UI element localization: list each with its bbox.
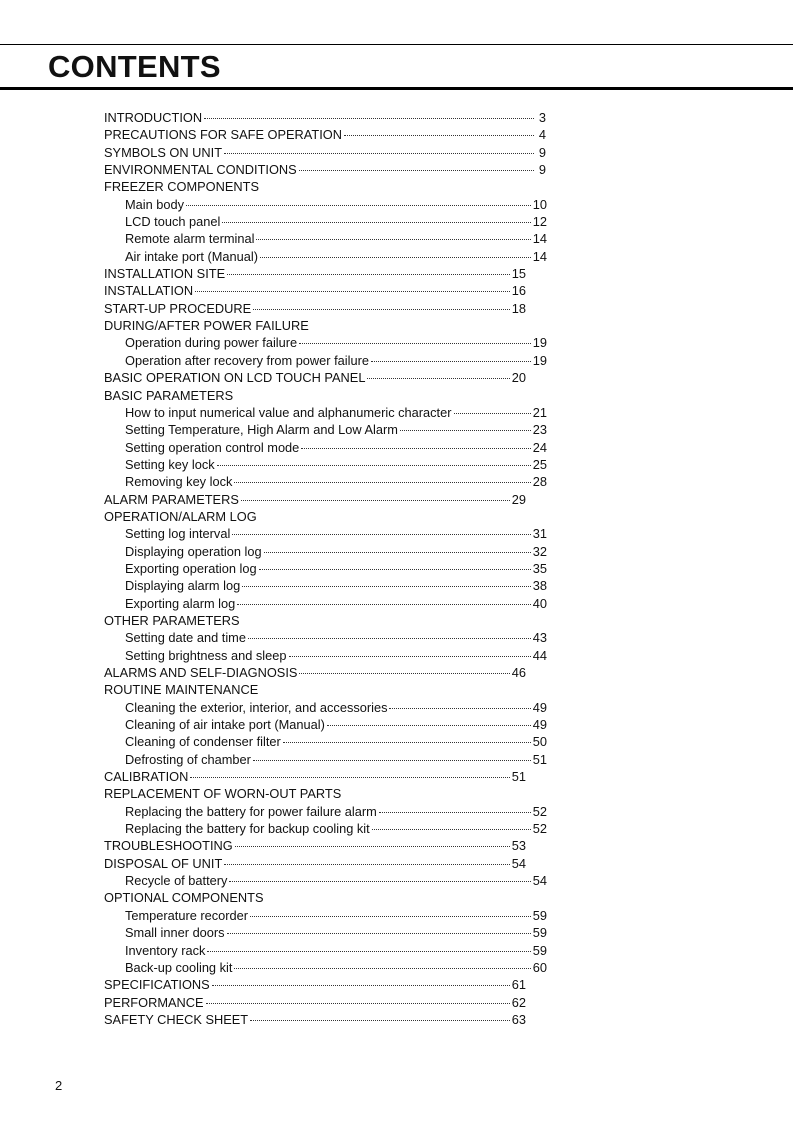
page-number: 2 [55, 1078, 63, 1093]
dot-leader [264, 540, 531, 553]
toc-entry-title: Setting brightness and sleep [125, 647, 287, 663]
dot-leader [234, 470, 530, 483]
toc-entry [104, 768, 526, 785]
toc-entry-title: Temperature recorder [125, 907, 249, 923]
toc-page-number: 52 [532, 803, 547, 819]
toc-entry-title: BASIC OPERATION ON LCD TOUCH PANEL [104, 370, 366, 386]
dot-leader [379, 800, 531, 813]
dot-leader [212, 973, 510, 986]
dot-leader [237, 592, 531, 605]
toc-entry-title: INSTALLATION [104, 283, 194, 299]
table-of-contents [104, 109, 546, 1028]
toc-page-number: 40 [532, 595, 547, 611]
dot-leader [372, 817, 531, 830]
dot-leader [229, 869, 530, 882]
header-top-rule [0, 44, 793, 45]
dot-leader [253, 297, 510, 310]
toc-entry-title: Exporting operation log [125, 560, 257, 576]
dot-leader [344, 123, 534, 136]
toc-entry [104, 161, 546, 178]
toc-page-number: 10 [532, 196, 547, 212]
toc-entry-title: Setting date and time [125, 630, 246, 646]
dot-leader [301, 436, 530, 449]
toc-page-number: 54 [532, 873, 547, 889]
toc-entry-title: Defrosting of chamber [125, 751, 251, 767]
toc-page-number: 59 [532, 925, 547, 941]
toc-entry-title: Setting key lock [125, 456, 215, 472]
toc-entry-title: REPLACEMENT OF WORN-OUT PARTS [104, 786, 342, 802]
dot-leader [454, 401, 531, 414]
dot-leader [224, 141, 534, 154]
toc-page-number: 9 [538, 162, 546, 178]
header-bottom-rule [0, 87, 793, 90]
toc-entry-title: Operation after recovery from power failure [125, 352, 369, 368]
toc-entry-title: Operation during power failure [125, 335, 298, 351]
toc-entry-title: Displaying operation log [125, 543, 262, 559]
toc-page-number: 44 [532, 647, 547, 663]
toc-page-number: 62 [511, 994, 526, 1010]
toc-entry-title: Small inner doors [125, 925, 225, 941]
toc-entry-title: BASIC PARAMETERS [104, 387, 234, 403]
toc-entry [104, 491, 526, 508]
dot-leader [250, 1008, 510, 1021]
dot-leader [299, 331, 531, 344]
toc-page-number: 15 [511, 266, 526, 282]
toc-page-number: 49 [532, 717, 547, 733]
toc-page-number: 51 [532, 751, 547, 767]
toc-page-number: 29 [511, 491, 526, 507]
dot-leader [389, 696, 530, 709]
dot-leader [234, 956, 530, 969]
toc-entry-title: Air intake port (Manual) [125, 248, 258, 264]
toc-entry [104, 369, 526, 386]
toc-page-number: 9 [538, 144, 546, 160]
toc-entry [104, 300, 526, 317]
dot-leader [253, 748, 531, 761]
toc-entry-title: FREEZER COMPONENTS [104, 179, 259, 195]
toc-entry-title: SPECIFICATIONS [104, 977, 210, 993]
dot-leader [235, 834, 510, 847]
dot-leader [367, 366, 509, 379]
toc-entry [104, 664, 526, 681]
toc-page-number: 19 [532, 335, 547, 351]
toc-entry-title: PERFORMANCE [104, 994, 204, 1010]
toc-page-number: 63 [511, 1011, 526, 1027]
toc-subentry [104, 872, 547, 889]
toc-entry-title: START-UP PROCEDURE [104, 300, 252, 316]
dot-leader [227, 921, 531, 934]
toc-page-number: 51 [511, 769, 526, 785]
dot-leader [195, 279, 510, 292]
dot-leader [224, 852, 509, 865]
toc-entry-title: Remote alarm terminal [125, 231, 255, 247]
dot-leader [242, 574, 531, 587]
toc-page-number: 4 [538, 127, 546, 143]
toc-page-number: 49 [532, 699, 547, 715]
toc-page-number: 28 [532, 474, 547, 490]
toc-entry-title: Displaying alarm log [125, 578, 241, 594]
dot-leader [232, 522, 530, 535]
toc-page-number: 52 [532, 821, 547, 837]
dot-leader [283, 730, 531, 743]
toc-entry-title: CALIBRATION [104, 769, 189, 785]
dot-leader [222, 210, 530, 223]
toc-entry-title: Setting log interval [125, 526, 231, 542]
toc-entry-title: Setting operation control mode [125, 439, 300, 455]
toc-entry-title: Replacing the battery for power failure alarm [125, 803, 377, 819]
toc-page-number: 14 [532, 231, 547, 247]
dot-leader [259, 557, 531, 570]
dot-leader [248, 626, 531, 639]
toc-entry-title: Removing key lock [125, 474, 233, 490]
toc-page-number: 20 [511, 370, 526, 386]
toc-entry-title: OPTIONAL COMPONENTS [104, 890, 264, 906]
toc-entry-title: ENVIRONMENTAL CONDITIONS [104, 162, 297, 178]
toc-entry-title: ROUTINE MAINTENANCE [104, 682, 259, 698]
toc-page-number: 14 [532, 248, 547, 264]
toc-page-number: 59 [532, 942, 547, 958]
dot-leader [207, 939, 530, 952]
dot-leader [250, 904, 531, 917]
dot-leader [217, 453, 531, 466]
toc-entry-title: Main body [125, 196, 185, 212]
toc-page-number: 50 [532, 734, 547, 750]
toc-page-number: 53 [511, 838, 526, 854]
toc-entry-title: OTHER PARAMETERS [104, 612, 240, 628]
toc-entry-title: DISPOSAL OF UNIT [104, 855, 223, 871]
dot-leader [241, 488, 510, 501]
toc-page-number: 59 [532, 907, 547, 923]
toc-page-number: 35 [532, 560, 547, 576]
toc-page-number: 43 [532, 630, 547, 646]
dot-leader [371, 349, 531, 362]
toc-subentry [104, 595, 547, 612]
toc-entry-title: LCD touch panel [125, 214, 221, 230]
toc-entry-title: Back-up cooling kit [125, 959, 233, 975]
dot-leader [260, 245, 531, 258]
toc-page-number: 61 [511, 977, 526, 993]
toc-entry-title: DURING/AFTER POWER FAILURE [104, 318, 309, 334]
dot-leader [186, 193, 531, 206]
toc-page-number: 25 [532, 456, 547, 472]
toc-page-number: 12 [532, 214, 547, 230]
toc-entry-title: Replacing the battery for backup cooling kit [125, 821, 370, 837]
toc-entry-title: ALARMS AND SELF-DIAGNOSIS [104, 665, 298, 680]
dot-leader [206, 991, 510, 1004]
toc-entry-title: PRECAUTIONS FOR SAFE OPERATION [104, 127, 342, 143]
dot-leader [256, 227, 530, 240]
toc-entry-title: SAFETY CHECK SHEET [104, 1011, 249, 1027]
dot-leader [289, 644, 531, 657]
toc-entry-title: TROUBLESHOOTING [104, 838, 233, 854]
dot-leader [299, 661, 509, 674]
toc-page-number: 60 [532, 959, 547, 975]
dot-leader [327, 713, 531, 726]
toc-page-number: 19 [532, 352, 547, 368]
toc-page-number: 46 [511, 665, 526, 680]
dot-leader [299, 158, 534, 171]
toc-page-number: 3 [538, 110, 546, 125]
toc-entry-title: How to input numerical value and alphanumeric character [125, 404, 452, 420]
toc-entry-title: Cleaning of condenser filter [125, 734, 281, 750]
toc-entry-title: INTRODUCTION [104, 110, 203, 125]
toc-page-number: 31 [532, 526, 547, 542]
toc-page-number: 32 [532, 543, 547, 559]
dot-leader [190, 765, 509, 778]
page-title: CONTENTS [48, 49, 221, 84]
dot-leader [204, 106, 534, 119]
toc-entry-title: ALARM PARAMETERS [104, 491, 239, 507]
toc-page-number: 24 [532, 439, 547, 455]
dot-leader [400, 418, 531, 431]
toc-entry [104, 1011, 526, 1028]
toc-page-number: 54 [511, 855, 526, 871]
toc-entry-title: Recycle of battery [125, 873, 228, 889]
toc-page-number: 21 [532, 404, 547, 420]
toc-entry-title: INSTALLATION SITE [104, 266, 226, 282]
toc-entry-title: SYMBOLS ON UNIT [104, 144, 223, 160]
toc-entry-title: Exporting alarm log [125, 595, 236, 611]
toc-entry-title: Setting Temperature, High Alarm and Low Alarm [125, 422, 398, 438]
toc-page-number: 18 [511, 300, 526, 316]
toc-page-number: 16 [511, 283, 526, 299]
toc-entry-title: Inventory rack [125, 942, 206, 958]
dot-leader [227, 262, 510, 275]
toc-page-number: 23 [532, 422, 547, 438]
toc-entry-title: Cleaning of air intake port (Manual) [125, 717, 325, 733]
toc-entry-title: Cleaning the exterior, interior, and accessories [125, 699, 388, 715]
toc-page-number: 38 [532, 578, 547, 594]
toc-entry-title: OPERATION/ALARM LOG [104, 508, 257, 524]
